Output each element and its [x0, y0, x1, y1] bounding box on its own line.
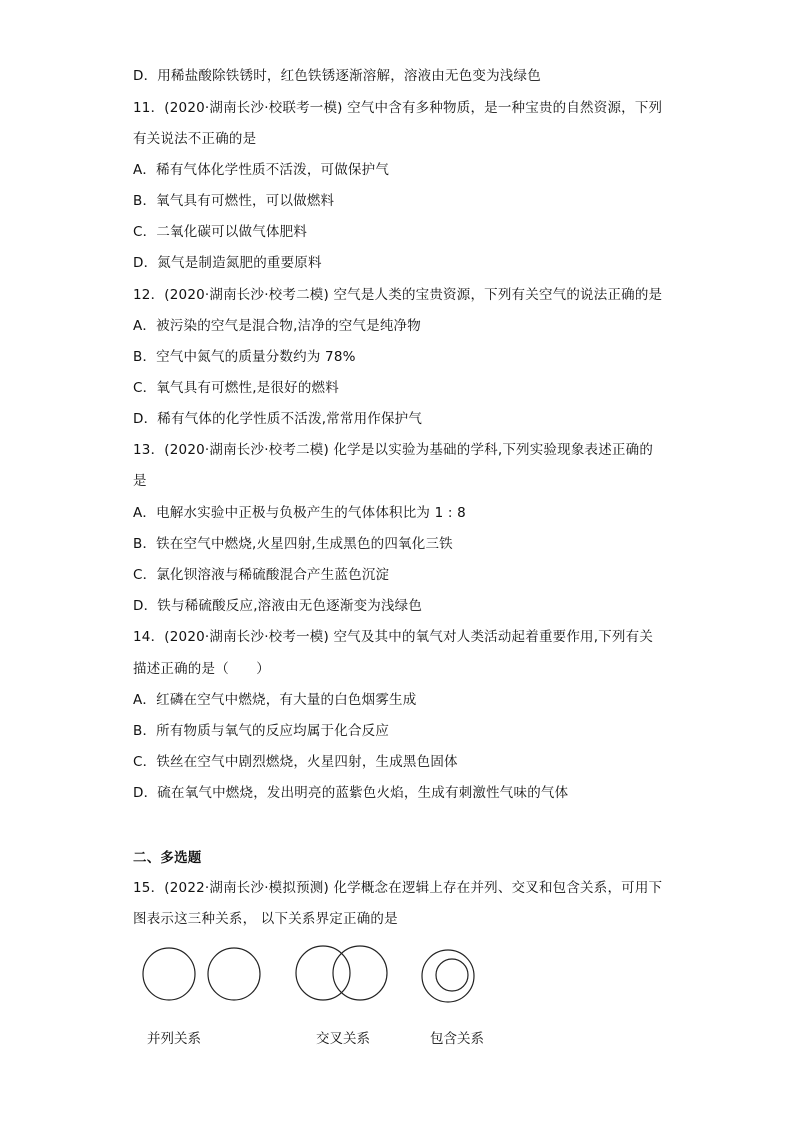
relationship-diagram: [130, 940, 510, 1020]
q15-stem-line2: 图表示这三种关系， 以下关系界定正确的是: [133, 911, 398, 927]
q14-option-c: C．铁丝在空气中剧烈燃烧，火星四射，生成黑色固体: [133, 754, 458, 770]
q12-option-d: D．稀有气体的化学性质不活泼,常常用作保护气: [133, 411, 423, 427]
cross-relation-figure: [296, 946, 387, 1000]
q11-option-c: C．二氧化碳可以做气体肥料: [133, 224, 308, 240]
cross-circle-right: [333, 946, 387, 1000]
q12-option-c: C．氧气具有可燃性,是很好的燃料: [133, 380, 339, 396]
q11-option-d: D．氮气是制造氮肥的重要原料: [133, 255, 322, 271]
parallel-relation-figure: [143, 948, 260, 1000]
q11-option-b: B．氧气具有可燃性，可以做燃料: [133, 193, 335, 209]
q11-stem-line1: 11．(2020·湖南长沙·校联考一模) 空气中含有多种物质，是一种宝贵的自然资源，下列: [133, 100, 663, 116]
q13-option-c: C．氯化钡溶液与稀硫酸混合产生蓝色沉淀: [133, 567, 390, 583]
inclusion-relation-figure: [422, 950, 474, 1002]
q15-stem-line1: 15．(2022·湖南长沙·模拟预测) 化学概念在逻辑上存在并列、交叉和包含关系，可用下: [133, 880, 663, 896]
inclusion-circle-outer: [422, 950, 474, 1002]
caption-parallel: 并列关系: [147, 1031, 201, 1047]
q12-option-b: B．空气中氮气的质量分数约为 78%: [133, 349, 356, 365]
q11-stem-line2: 有关说法不正确的是: [133, 131, 257, 147]
q13-option-b: B．铁在空气中燃烧,火星四射,生成黑色的四氧化三铁: [133, 536, 453, 552]
q14-option-a: A．红磷在空气中燃烧，有大量的白色烟雾生成: [133, 692, 417, 708]
q11-option-a: A．稀有气体化学性质不活泼，可做保护气: [133, 162, 390, 178]
inclusion-circle-inner: [436, 959, 468, 991]
section-title: 二、多选题: [133, 850, 202, 866]
caption-cross: 交叉关系: [316, 1031, 370, 1047]
q14-stem-line1: 14．(2020·湖南长沙·校考一模) 空气及其中的氧气对人类活动起着重要作用,下列有关: [133, 629, 654, 645]
q14-option-d: D．硫在氧气中燃烧，发出明亮的蓝紫色火焰，生成有刺激性气味的气体: [133, 785, 569, 801]
cross-circle-left: [296, 946, 350, 1000]
caption-inclusion: 包含关系: [430, 1031, 484, 1047]
q14-option-b: B．所有物质与氧气的反应均属于化合反应: [133, 723, 390, 739]
parallel-circle-left: [143, 948, 195, 1000]
q13-stem-line1: 13．(2020·湖南长沙·校考二模) 化学是以实验为基础的学科,下列实验现象表述正确的: [133, 442, 654, 458]
q10-option-d: D．用稀盐酸除铁锈时，红色铁锈逐渐溶解，溶液由无色变为浅绿色: [133, 68, 541, 84]
q14-stem-line2: 描述正确的是（ ）: [133, 661, 270, 677]
q12-option-a: A．被污染的空气是混合物,洁净的空气是纯净物: [133, 318, 421, 334]
q13-stem-line2: 是: [133, 473, 147, 489]
q13-option-d: D．铁与稀硫酸反应,溶液由无色逐渐变为浅绿色: [133, 598, 423, 614]
q12-stem: 12．(2020·湖南长沙·校考二模) 空气是人类的宝贵资源，下列有关空气的说法正确的是: [133, 287, 663, 303]
parallel-circle-right: [208, 948, 260, 1000]
q13-option-a: A．电解水实验中正极与负极产生的气体体积比为 1 : 8: [133, 505, 466, 521]
